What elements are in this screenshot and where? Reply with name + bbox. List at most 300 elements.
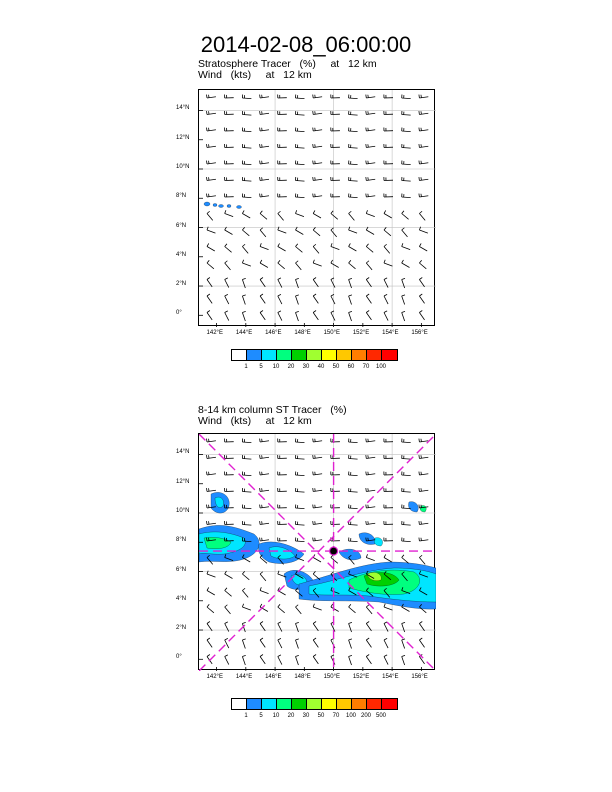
wind-barb	[419, 177, 428, 180]
wind-barb	[349, 505, 358, 509]
wind-barb	[331, 260, 339, 268]
wind-barb	[296, 111, 305, 115]
wind-barb	[366, 621, 371, 630]
wind-barb	[384, 177, 393, 180]
wind-barb	[313, 538, 322, 541]
wind-barb	[419, 538, 428, 541]
wind-barb	[331, 488, 340, 491]
wind-barb	[402, 655, 405, 665]
wind-barb	[296, 128, 305, 132]
wind-barb	[313, 194, 322, 197]
lat-tick-label: 8°N	[176, 537, 187, 544]
wind-barb	[260, 228, 266, 237]
colorbar-swatch	[247, 699, 262, 709]
colorbar-label: 10	[272, 364, 280, 370]
wind-barb	[366, 310, 371, 319]
wind-barb	[296, 210, 304, 216]
wind-barb	[278, 260, 285, 268]
wind-barb	[419, 638, 424, 647]
wind-barb	[260, 310, 265, 319]
wind-barb	[384, 111, 393, 114]
wind-barb	[313, 227, 320, 235]
wind-barb	[207, 587, 215, 595]
wind-barb	[207, 211, 213, 220]
colorbar-swatch	[337, 350, 352, 360]
wind-barb	[278, 488, 287, 491]
wind-barb	[260, 538, 269, 541]
wind-barb	[242, 311, 245, 321]
wind-barb	[242, 655, 245, 665]
wind-barb	[296, 488, 305, 492]
wind-barb	[242, 177, 251, 181]
wind-barb	[296, 244, 303, 252]
colorbar-swatch	[277, 350, 292, 360]
wind-barb	[331, 161, 340, 164]
wind-barb	[313, 571, 320, 579]
wind-barb	[296, 505, 305, 509]
wind-barb	[419, 521, 428, 524]
wind-barb	[260, 488, 269, 491]
wind-barb	[278, 111, 287, 114]
colorbar-label: 100	[345, 713, 357, 719]
wind-barb	[225, 244, 232, 252]
wind-barb	[296, 605, 302, 614]
wind-barb	[242, 128, 251, 132]
wind-barb	[366, 210, 374, 216]
wind-barb	[366, 294, 371, 303]
wind-barb	[419, 472, 428, 475]
wind-barb	[225, 638, 229, 648]
lon-tick-label: 152°E	[352, 674, 370, 680]
wind-barb	[313, 638, 318, 647]
tracer-contour	[204, 202, 210, 206]
wind-barb	[278, 177, 287, 180]
wind-barb	[419, 144, 428, 147]
wind-barb	[296, 639, 299, 649]
wind-barb	[366, 439, 375, 442]
wind-barb	[402, 228, 408, 237]
lat-tick-label: 4°N	[176, 251, 187, 258]
wind-barb	[207, 128, 216, 131]
wind-barb	[260, 194, 269, 197]
lon-tick-label: 146°E	[265, 330, 282, 336]
wind-barb	[207, 144, 216, 147]
wind-barb	[384, 227, 391, 235]
wind-barb	[296, 278, 299, 288]
wind-barb	[402, 161, 411, 165]
wind-barb	[278, 472, 287, 475]
colorbar-swatch	[337, 699, 352, 709]
wind-barb	[419, 277, 424, 286]
tracer-contour	[213, 204, 217, 207]
wind-barb	[366, 455, 375, 458]
lon-tick-label: 142°E	[206, 674, 223, 680]
wind-barb	[349, 311, 352, 321]
lat-tick-label: 10°N	[176, 508, 190, 514]
colorbar-label: 1	[244, 364, 248, 370]
wind-barb	[313, 472, 322, 475]
wind-barb	[242, 144, 251, 148]
wind-barb	[278, 638, 282, 648]
wind-barb	[402, 455, 411, 459]
wind-barb	[225, 588, 232, 596]
lon-tick-label: 148°E	[294, 330, 311, 336]
wind-barb	[402, 488, 411, 492]
wind-barb	[207, 111, 216, 114]
wind-barb	[260, 654, 265, 663]
wind-barb	[384, 144, 393, 147]
wind-barb	[349, 295, 352, 305]
wind-barb	[349, 128, 358, 132]
wind-barb	[331, 439, 340, 442]
wind-barb	[207, 439, 216, 442]
wind-barb	[313, 95, 322, 98]
wind-barb	[384, 439, 393, 442]
wind-barb	[384, 638, 388, 648]
wind-barb	[260, 177, 269, 180]
wind-barb	[278, 455, 287, 458]
wind-barb	[419, 294, 424, 303]
wind-barb	[349, 455, 358, 459]
wind-barb	[313, 439, 322, 442]
colorbar-swatch	[232, 699, 247, 709]
wind-barb	[225, 439, 234, 442]
wind-barb	[331, 505, 340, 508]
panel2-subtitle-line2: Wind (kts) at 12 km	[198, 415, 312, 427]
wind-barb	[384, 294, 388, 304]
wind-barb	[207, 604, 214, 612]
wind-barb	[419, 260, 426, 268]
wind-barb	[296, 439, 305, 443]
wind-barb	[331, 111, 340, 114]
wind-barb	[349, 260, 356, 268]
wind-barb	[296, 144, 305, 148]
wind-barb	[349, 161, 358, 165]
colorbar-label: 1	[244, 713, 248, 719]
wind-barb	[419, 621, 424, 630]
wind-barb	[313, 455, 322, 458]
tracer-contour	[219, 205, 224, 208]
colorbar-label: 10	[272, 713, 280, 719]
wind-barb	[366, 654, 371, 663]
wind-barb	[366, 128, 375, 131]
wind-barb	[384, 472, 393, 475]
wind-barb	[242, 639, 245, 649]
wind-barb	[260, 572, 266, 581]
wind-barb	[402, 311, 405, 321]
wind-barb	[419, 243, 427, 251]
panel1-subtitle-line1: Stratosphere Tracer (%) at 12 km	[198, 58, 377, 70]
wind-barb	[260, 294, 265, 303]
wind-barb	[349, 111, 358, 115]
wind-barb	[331, 555, 338, 563]
colorbar-label: 100	[375, 364, 387, 370]
wind-barb	[366, 95, 375, 98]
wind-barb	[242, 604, 250, 610]
wind-barb	[278, 161, 287, 164]
wind-barb	[313, 260, 321, 266]
wind-barb	[402, 211, 409, 219]
wind-barb	[278, 128, 287, 131]
wind-barb	[260, 161, 269, 164]
wind-barb	[366, 521, 375, 524]
colorbar-swatch	[382, 699, 397, 709]
wind-barb	[419, 194, 428, 197]
wind-barb	[402, 128, 411, 132]
wind-barb	[419, 128, 428, 131]
lon-tick-label: 154°E	[382, 674, 399, 680]
wind-barb	[331, 144, 340, 147]
wind-barb	[207, 277, 212, 286]
wind-barb	[225, 95, 234, 98]
lat-tick-label: 8°N	[176, 193, 187, 200]
colorbar-label: 40	[317, 364, 325, 370]
wind-barb	[313, 654, 318, 663]
wind-barb	[278, 655, 282, 665]
wind-barb	[225, 261, 231, 270]
wind-barb	[313, 604, 321, 610]
panel2-map	[198, 433, 435, 670]
wind-barb	[384, 244, 390, 253]
colorbar-swatch	[262, 699, 277, 709]
wind-barb	[349, 439, 358, 443]
wind-barb	[402, 95, 411, 99]
wind-barb	[260, 521, 269, 524]
wind-barb	[419, 310, 424, 319]
wind-barb	[242, 295, 245, 305]
panel1-subtitle-line2: Wind (kts) at 12 km	[198, 69, 312, 81]
wind-barb	[402, 472, 411, 476]
wind-barb	[313, 621, 318, 630]
wind-barb	[207, 621, 212, 630]
wind-barb	[349, 655, 352, 665]
wind-barb	[207, 161, 216, 164]
wind-barb	[331, 521, 340, 524]
colorbar-swatch	[367, 699, 382, 709]
wind-barb	[242, 227, 249, 235]
lat-tick-label: 2°N	[176, 625, 187, 632]
map-canvas	[199, 90, 436, 327]
wind-barb	[260, 505, 269, 508]
lon-tick-label: 144°E	[235, 674, 253, 680]
lon-tick-label: 142°E	[206, 330, 223, 336]
tracer-contour	[408, 502, 418, 512]
wind-barb	[242, 571, 249, 579]
wind-barb	[366, 505, 375, 508]
colorbar-swatch	[367, 350, 382, 360]
wind-barb	[278, 505, 287, 508]
wind-barb	[225, 521, 234, 524]
wind-barb	[207, 488, 216, 491]
map-canvas	[199, 434, 436, 671]
wind-barb	[313, 277, 318, 286]
wind-barb	[296, 472, 305, 476]
wind-barb	[313, 144, 322, 147]
colorbar-swatch	[307, 699, 322, 709]
wind-barb	[296, 227, 304, 235]
wind-barb	[242, 111, 251, 115]
lon-tick-label: 150°E	[323, 330, 340, 336]
lat-tick-label: 0°	[176, 654, 182, 661]
wind-barb	[331, 604, 339, 612]
page-title: 2014-02-08_06:00:00	[200, 32, 412, 57]
wind-barb	[296, 455, 305, 459]
lon-tick-label: 148°E	[294, 674, 311, 680]
wind-barb	[207, 638, 212, 647]
wind-barb	[419, 211, 425, 220]
wind-barb	[207, 177, 216, 180]
wind-barb	[384, 538, 393, 541]
wind-barb	[207, 194, 216, 197]
wind-barb	[207, 260, 214, 268]
colorbar-label: 50	[332, 364, 340, 370]
wind-barb	[331, 95, 340, 98]
wind-barb	[349, 278, 352, 288]
lat-tick-label: 12°N	[176, 478, 190, 485]
wind-barb	[225, 605, 231, 614]
wind-barb	[242, 439, 251, 443]
panel2-colorbar	[231, 698, 398, 710]
colorbar-swatch	[262, 350, 277, 360]
wind-barb	[366, 261, 372, 270]
wind-barb	[331, 194, 340, 197]
wind-barb	[349, 472, 358, 476]
wind-barb	[402, 555, 409, 563]
wind-barb	[278, 311, 282, 321]
wind-barb	[260, 638, 265, 647]
tracer-contour	[359, 533, 375, 545]
colorbar-swatch	[322, 350, 337, 360]
tracer-field	[204, 202, 242, 209]
colorbar-label: 70	[332, 713, 340, 719]
wind-barb	[260, 128, 269, 131]
wind-barb	[260, 439, 269, 442]
colorbar-label: 5	[259, 713, 263, 719]
wind-barb	[242, 260, 250, 266]
lat-tick-label: 0°	[176, 310, 182, 317]
wind-barb	[366, 177, 375, 180]
wind-barb	[419, 455, 428, 458]
wind-barb	[384, 128, 393, 131]
wind-barb	[296, 655, 299, 665]
wind-barb	[384, 161, 393, 164]
wind-barb	[313, 488, 322, 491]
wind-barb	[207, 95, 216, 98]
wind-barb	[278, 538, 287, 541]
wind-barb	[402, 538, 411, 542]
lon-tick-label: 144°E	[235, 330, 253, 336]
wind-barb	[207, 294, 212, 303]
colorbar-swatch	[382, 350, 397, 360]
wind-barb	[384, 194, 393, 197]
colorbar-label: 50	[317, 713, 325, 719]
wind-barb	[225, 144, 234, 147]
wind-barb	[242, 194, 251, 198]
lon-tick-label: 154°E	[382, 330, 399, 336]
wind-barb	[366, 144, 375, 147]
wind-barb	[242, 244, 248, 253]
colorbar-swatch	[247, 350, 262, 360]
wind-barb	[384, 311, 388, 321]
wind-barb	[402, 521, 411, 525]
lon-tick-label: 156°E	[411, 330, 428, 336]
wind-barb	[384, 554, 392, 562]
colorbar-swatch	[322, 699, 337, 709]
colorbar-swatch	[352, 350, 367, 360]
colorbar-label: 200	[360, 713, 372, 719]
wind-barb	[419, 488, 428, 491]
wind-barb	[313, 128, 322, 131]
wind-barb	[278, 194, 287, 197]
lon-tick-label: 146°E	[265, 674, 282, 680]
wind-barb	[402, 194, 411, 198]
wind-barb	[242, 278, 245, 288]
wind-barb	[260, 621, 265, 630]
wind-barb	[366, 488, 375, 491]
wind-barb	[278, 243, 286, 251]
colorbar-label: 70	[362, 364, 370, 370]
wind-barb	[366, 638, 371, 647]
wind-barb	[349, 488, 358, 492]
wind-barb	[225, 194, 234, 197]
lat-tick-label: 2°N	[176, 281, 187, 288]
wind-barb	[278, 95, 287, 98]
wind-barb	[384, 505, 393, 508]
colorbar-swatch	[277, 699, 292, 709]
wind-barb	[225, 227, 233, 235]
wind-barb	[366, 161, 375, 164]
wind-barb	[225, 311, 229, 321]
wind-barb	[402, 278, 405, 288]
wind-barb	[313, 310, 318, 319]
wind-barb	[331, 294, 335, 304]
wind-barb	[366, 227, 374, 235]
wind-barb	[313, 161, 322, 164]
wind-barb	[331, 472, 340, 475]
wind-barb	[366, 244, 373, 252]
wind-barb	[349, 194, 358, 198]
wind-barb	[260, 243, 268, 249]
colorbar-label: 60	[347, 364, 355, 370]
colorbar-swatch	[352, 699, 367, 709]
colorbar-label: 20	[287, 713, 295, 719]
wind-barb	[331, 177, 340, 180]
lat-tick-label: 14°N	[176, 449, 190, 456]
wind-barb	[296, 261, 302, 270]
wind-barb	[349, 177, 358, 181]
panel1-map	[198, 89, 435, 326]
wind-barb	[296, 161, 305, 165]
wind-barb	[207, 243, 215, 251]
wind-barb	[419, 111, 428, 114]
wind-barb	[384, 604, 392, 610]
wind-barb	[402, 622, 405, 632]
wind-barb	[402, 111, 411, 115]
wind-barb	[313, 294, 318, 303]
wind-barb	[260, 587, 268, 593]
wind-barb	[242, 505, 251, 509]
lat-tick-label: 12°N	[176, 134, 190, 141]
wind-barb	[419, 161, 428, 164]
wind-barb	[331, 211, 338, 219]
wind-barb	[207, 310, 212, 319]
wind-barb	[225, 655, 229, 665]
wind-barb	[384, 95, 393, 98]
wind-barb	[402, 639, 405, 649]
colorbar-swatch	[232, 350, 247, 360]
wind-barb	[278, 439, 287, 442]
lat-tick-label: 10°N	[176, 164, 190, 170]
